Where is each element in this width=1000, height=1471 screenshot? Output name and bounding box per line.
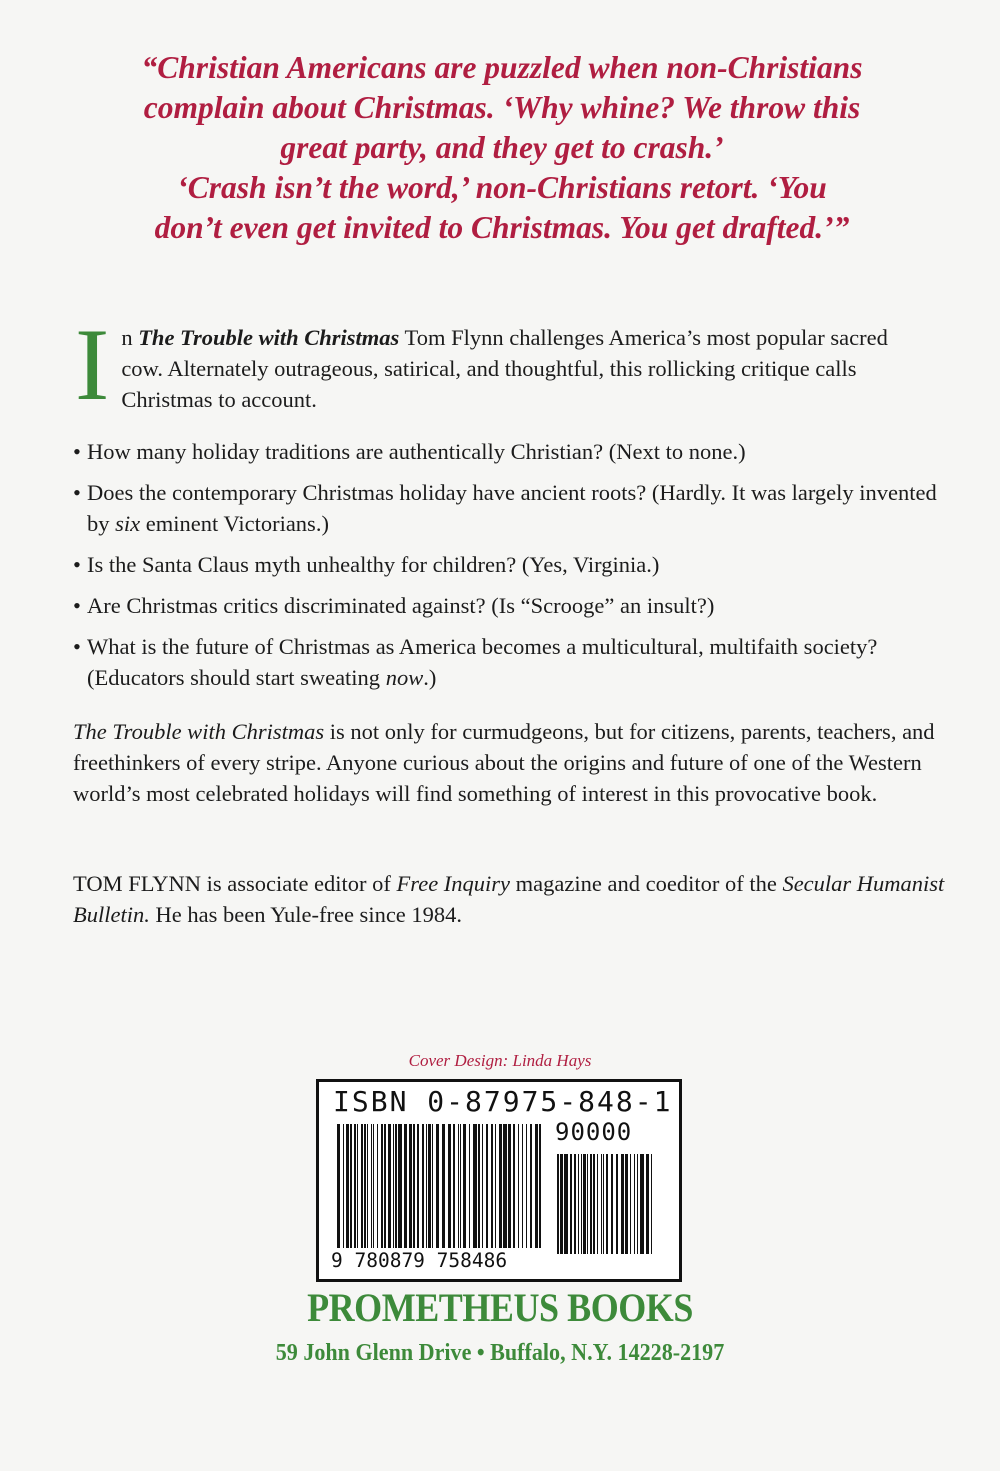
barcode-bar <box>616 1154 618 1254</box>
barcode-bar <box>453 1124 455 1248</box>
barcode-bar <box>460 1124 461 1248</box>
barcode-bar <box>357 1124 358 1248</box>
barcode-bar <box>651 1154 652 1254</box>
barcode-bar <box>518 1124 519 1248</box>
barcode-bar <box>601 1154 602 1254</box>
barcode-bar <box>398 1124 402 1248</box>
bio-text: TOM FLYNN is associate editor of <box>73 871 397 896</box>
barcode-bar <box>593 1154 595 1254</box>
barcode-bar <box>530 1124 532 1248</box>
bullet-icon: • <box>73 634 81 659</box>
publisher-name: PROMETHEUS BOOKS <box>307 1285 693 1330</box>
bullet-icon: • <box>73 552 81 577</box>
quote-line: complain about Christmas. ‘Why whine? We throw this <box>143 90 861 125</box>
list-item-text: .) <box>423 665 437 690</box>
barcode-bar <box>422 1124 424 1248</box>
quote-line: “Christian Americans are puzzled when non-Christians <box>141 50 863 85</box>
barcode-bar <box>513 1124 515 1248</box>
barcode-bar <box>413 1124 415 1248</box>
barcode-bar <box>640 1154 644 1254</box>
intro-lead: n <box>121 325 139 350</box>
list-item-text: How many holiday traditions are authentically Christian? (Next to none.) <box>87 439 746 464</box>
publisher-address: 59 John Glenn Drive • Buffalo, N.Y. 14228-2197 <box>275 1340 725 1366</box>
list-item-text: Are Christmas critics discriminated against? (Is “Scrooge” an insult?) <box>87 593 715 618</box>
pull-quote <box>72 48 932 248</box>
barcode-bar <box>373 1124 374 1248</box>
barcode-bar <box>377 1124 378 1248</box>
barcode-bar <box>432 1124 433 1248</box>
bio-text: magazine and coeditor of the <box>510 871 783 896</box>
list-item-text: Does the contemporary Christmas holiday have ancient roots? (Hardly. It was largely invented by <box>87 480 937 536</box>
barcode-bar <box>535 1124 538 1248</box>
barcode-bar <box>564 1154 568 1254</box>
list-item <box>73 436 953 467</box>
barcode-bar <box>343 1124 344 1248</box>
barcode-bar <box>442 1124 445 1248</box>
barcode-bar <box>482 1124 483 1248</box>
list-item <box>73 590 953 621</box>
barcode-bar <box>522 1124 523 1248</box>
barcode-bar <box>621 1154 624 1254</box>
barcode-bar <box>371 1124 372 1248</box>
list-item <box>73 631 953 693</box>
book-title: The Trouble with Christmas <box>138 325 400 350</box>
list-item-emphasis: six <box>115 511 141 536</box>
barcode-bar <box>395 1124 397 1248</box>
barcode-bar <box>436 1124 439 1248</box>
addon-number: 90000 <box>555 1118 633 1146</box>
ean-barcode-icon <box>337 1124 542 1248</box>
audience-paragraph <box>73 716 953 809</box>
quote-line: great party, and they get to crash.’ <box>280 130 724 165</box>
barcode-bar <box>384 1124 386 1248</box>
barcode-bar <box>417 1124 419 1248</box>
barcode-bar <box>393 1124 394 1248</box>
barcode-bar <box>606 1154 608 1254</box>
barcode-bar <box>491 1124 493 1248</box>
quote-line: don’t even get invited to Christmas. You get drafted.’” <box>154 210 850 245</box>
magazine-title: Free Inquiry <box>396 871 511 896</box>
barcode-bar <box>463 1124 466 1248</box>
bulletin-title: Secular Humanist Bulletin. <box>73 871 945 927</box>
author-bio <box>73 868 953 930</box>
barcode-bar <box>603 1154 604 1254</box>
barcode-bar <box>354 1124 356 1248</box>
barcode-bar <box>361 1124 363 1248</box>
barcode-bar <box>508 1124 511 1248</box>
barcode-bar <box>557 1154 559 1254</box>
addon-barcode-icon <box>557 1154 657 1254</box>
list-item <box>73 549 953 580</box>
paragraph-text: is not only for curmudgeons, but for citizens, parents, teachers, and freethinkers of every stripe. Anyone curious about the origins and future of one of the Western world’s most celebrated holidays will find something of interest in this provocative book. <box>73 719 935 806</box>
intro-text: Tom Flynn challenges America’s most popular sacred cow. Alternately outrageous, satirical, and thoughtful, this rollicking critique calls Christmas to account. <box>121 325 888 412</box>
barcode-bar <box>611 1154 613 1254</box>
barcode-bar <box>539 1124 541 1248</box>
barcode-bar <box>337 1124 340 1248</box>
bullet-icon: • <box>73 439 81 464</box>
ean-number: 9 780879 758486 <box>331 1249 508 1272</box>
barcode-bar <box>560 1154 563 1254</box>
barcode-bar <box>473 1124 477 1248</box>
barcode-bar <box>350 1124 352 1248</box>
barcode-bar <box>583 1154 586 1254</box>
barcode-bar <box>590 1154 592 1254</box>
list-item-text: Is the Santa Claus myth unhealthy for children? (Yes, Virginia.) <box>87 552 660 577</box>
barcode-bar <box>625 1154 628 1254</box>
barcode-bar <box>495 1124 496 1248</box>
question-list <box>73 436 953 703</box>
cover-design-credit: Cover Design: Linda Hays <box>408 1051 592 1070</box>
isbn-number: ISBN 0-87975-848-1 <box>333 1085 673 1118</box>
quote-line: ‘Crash isn’t the word,’ non-Christians retort. ‘You <box>177 170 827 205</box>
barcode-bar <box>346 1124 349 1248</box>
barcode-bar <box>367 1124 368 1248</box>
barcode-bar <box>469 1124 470 1248</box>
list-item-text: eminent Victorians.) <box>140 511 329 536</box>
drop-cap: I <box>75 308 110 422</box>
barcode-bar <box>409 1124 412 1248</box>
barcode-bar <box>574 1154 576 1254</box>
barcode-bar <box>597 1154 598 1254</box>
barcode-bar <box>404 1124 407 1248</box>
bullet-icon: • <box>73 593 81 618</box>
barcode-bar <box>587 1154 588 1254</box>
bullet-icon: • <box>73 480 81 505</box>
barcode-bar <box>428 1124 431 1248</box>
barcode-block <box>316 1079 682 1282</box>
barcode-bar <box>458 1124 459 1248</box>
barcode-bar <box>364 1124 366 1248</box>
barcode-bar <box>388 1124 391 1248</box>
barcode-bar <box>499 1124 502 1248</box>
book-title: The Trouble with Christmas <box>73 719 325 744</box>
barcode-bar <box>448 1124 451 1248</box>
barcode-bar <box>486 1124 488 1248</box>
list-item-emphasis: now <box>385 665 424 690</box>
list-item-text: What is the future of Christmas as America becomes a multicultural, multifaith society? (Educators should start sweating <box>87 634 878 690</box>
barcode-bar <box>646 1154 649 1254</box>
intro-paragraph <box>73 308 933 422</box>
bio-text: He has been Yule-free since 1984. <box>149 902 463 927</box>
barcode-bar <box>426 1124 427 1248</box>
barcode-bar <box>503 1124 507 1248</box>
barcode-bar <box>570 1154 572 1254</box>
barcode-bar <box>637 1154 638 1254</box>
barcode-bar <box>526 1124 527 1248</box>
list-item <box>73 477 953 539</box>
barcode-bar <box>630 1154 631 1254</box>
barcode-bar <box>381 1124 383 1248</box>
barcode-bar <box>578 1154 579 1254</box>
barcode-bar <box>581 1154 582 1254</box>
barcode-bar <box>478 1124 480 1248</box>
barcode-bar <box>634 1154 635 1254</box>
